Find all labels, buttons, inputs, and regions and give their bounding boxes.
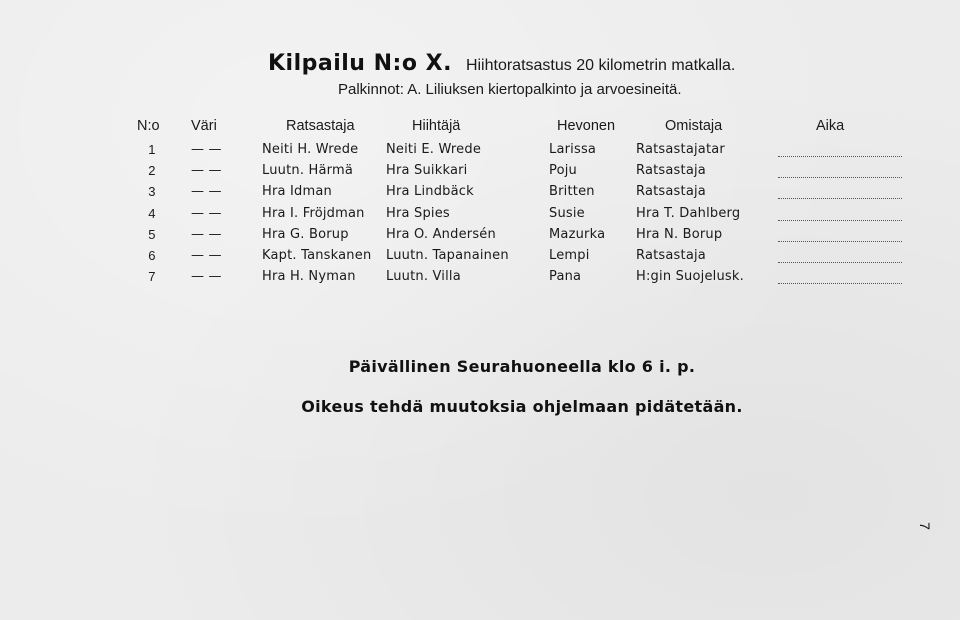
row-owner: Ratsastaja — [636, 247, 706, 263]
header-skier: Hiihtäjä — [412, 118, 461, 134]
table-header-row — [0, 118, 960, 142]
row-number: 7 — [148, 269, 156, 285]
dinner-text: Päivällinen Seurahuoneella klo 6 i. p. — [348, 357, 696, 376]
competition-description: Hiihtoratsastus 20 kilometrin matkalla. — [465, 57, 736, 74]
row-skier: Hra O. Andersén — [386, 226, 496, 242]
row-horse: Poju — [549, 163, 577, 179]
row-rider: Hra H. Nyman — [262, 269, 356, 285]
row-color: — — — [191, 247, 222, 263]
row-number: 1 — [148, 142, 156, 157]
time-blank-line — [778, 155, 902, 157]
row-number: 2 — [148, 163, 156, 179]
changes-text: Oikeus tehdä muutoksia ohjelmaan pidätetään. — [301, 397, 743, 416]
table-row — [0, 142, 960, 163]
time-blank-line — [778, 282, 902, 284]
row-color: — — — [191, 226, 222, 242]
row-rider: Luutn. Härmä — [262, 163, 353, 179]
row-skier: Luutn. Villa — [386, 269, 461, 285]
row-owner: Ratsastaja — [636, 184, 706, 200]
page-number: 7 — [917, 522, 933, 530]
header-rider: Ratsastaja — [286, 118, 355, 134]
prizes-line: Palkinnot: A. Liliuksen kiertopalkinto ja arvoesineitä. — [338, 81, 682, 98]
header-number: N:o — [137, 118, 160, 134]
changes-notice — [0, 397, 960, 416]
dinner-notice — [0, 357, 960, 376]
row-owner: H:gin Suojelusk. — [636, 269, 744, 285]
participants-table — [0, 118, 960, 290]
row-color: — — — [191, 142, 222, 157]
row-horse: Larissa — [549, 142, 597, 157]
row-color: — — — [191, 184, 222, 200]
row-owner: Ratsastaja — [636, 163, 706, 179]
table-row — [0, 206, 960, 227]
row-skier: Hra Lindbäck — [386, 184, 474, 200]
row-rider: Hra G. Borup — [262, 226, 349, 242]
competition-number: Kilpailu N:o X. — [268, 51, 452, 76]
row-horse: Britten — [549, 184, 595, 200]
table-row — [0, 163, 960, 184]
row-skier: Hra Suikkari — [386, 163, 468, 179]
row-horse: Lempi — [549, 247, 590, 263]
time-blank-line — [778, 219, 902, 221]
time-blank-line — [778, 261, 902, 263]
header-color: Väri — [191, 118, 217, 134]
row-color: — — — [191, 269, 222, 285]
row-skier: Hra Spies — [386, 205, 450, 221]
header-horse: Hevonen — [557, 118, 616, 134]
table-row — [0, 269, 960, 290]
header-owner: Omistaja — [665, 118, 723, 134]
row-color: — — — [191, 163, 222, 179]
table-row — [0, 248, 960, 269]
header-time: Aika — [816, 118, 845, 134]
time-blank-line — [778, 197, 902, 199]
row-horse: Pana — [549, 269, 582, 285]
row-horse: Susie — [549, 205, 585, 221]
row-owner: Ratsastajatar — [636, 142, 725, 157]
row-color: — — — [191, 205, 222, 221]
row-owner: Hra N. Borup — [636, 226, 723, 242]
row-number: 4 — [148, 205, 156, 221]
row-rider: Hra I. Fröjdman — [262, 205, 365, 221]
row-number: 6 — [148, 247, 156, 263]
row-owner: Hra T. Dahlberg — [636, 205, 741, 221]
row-number: 3 — [148, 184, 156, 200]
time-blank-line — [778, 176, 902, 178]
row-skier: Neiti E. Wrede — [386, 142, 482, 157]
row-horse: Mazurka — [549, 226, 606, 242]
competition-title — [268, 52, 735, 78]
row-rider: Hra Idman — [262, 184, 332, 200]
row-rider: Kapt. Tanskanen — [262, 247, 372, 263]
table-row — [0, 227, 960, 248]
row-number: 5 — [148, 226, 156, 242]
time-blank-line — [778, 240, 902, 242]
table-row — [0, 184, 960, 205]
row-skier: Luutn. Tapanainen — [386, 247, 509, 263]
row-rider: Neiti H. Wrede — [262, 142, 359, 157]
